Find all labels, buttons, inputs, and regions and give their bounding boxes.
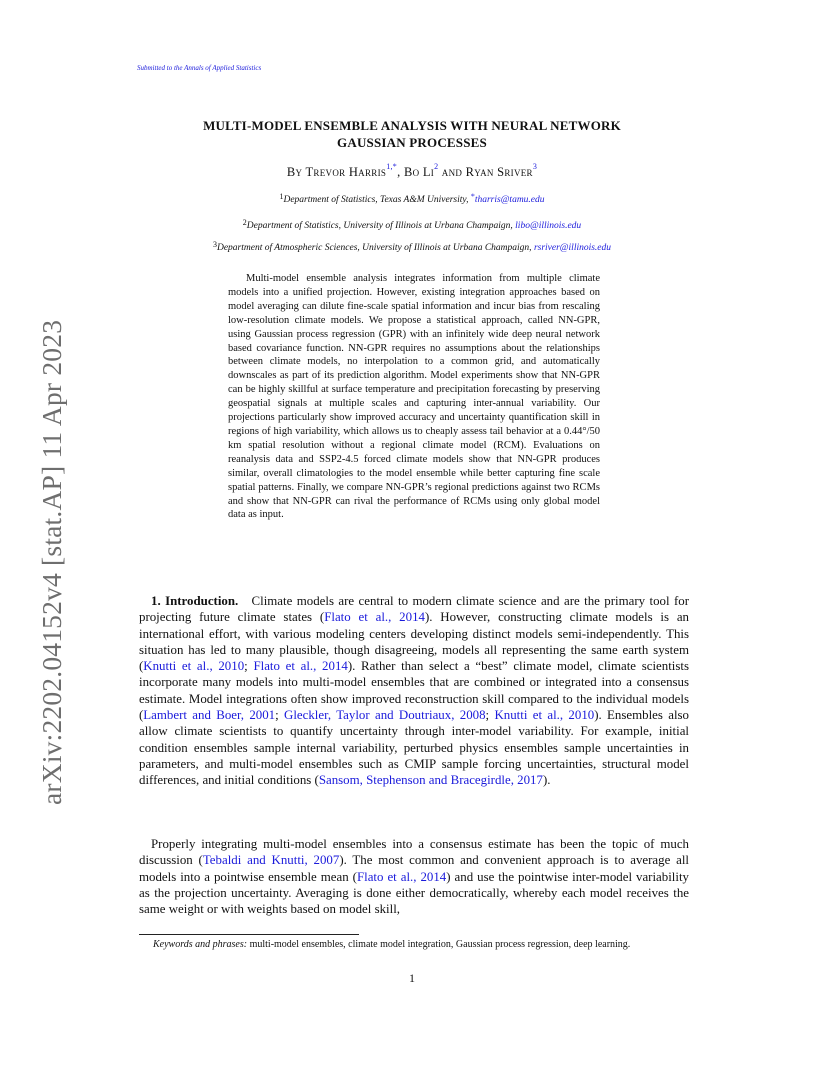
affiliation-2: [137, 218, 687, 231]
email-link[interactable]: libo@illinois.edu: [515, 221, 582, 231]
body-text: ). The most common and convenient approach is to average all models into a pointwise ensemble mean (: [139, 853, 690, 884]
by-label: By: [286, 165, 306, 179]
author-separator: ,: [397, 165, 404, 179]
affiliation-marker[interactable]: 3: [532, 162, 538, 171]
citation-link[interactable]: Flato et al., 2014: [356, 869, 447, 884]
title-line-1: MULTI-MODEL ENSEMBLE ANALYSIS WITH NEURAL NETWORK: [203, 118, 621, 133]
abstract: Multi-model ensemble analysis integrates information from multiple climate models into a unified projection. However, existing integration approaches based on model averaging can dilute fine-scale spatial information and incur bias from rescaling low-resolution climate models. We propose a statistical approach, called NN-GPR, using Gaussian process regression (GPR) with an infinitely wide deep neural network based covariance function. NN-GPR requires no assumptions about the relationships between climate models, no interpolation to a common grid, and automatically downscales as part of its prediction algorithm. Model experiments show that NN-GPR can be highly skillful at surface temperature and precipitation forecasting by preserving geospatial signals at multiple scales and capturing inter-annual variability. Our projections particularly show improved accuracy and uncertainty quantification skill in regions of high variability, which allows us to cheaply assess tail behavior at a 0.44°/50 km spatial resolution without a regional climate model (RCM). Evaluations on reanalysis data and SSP2-4.5 forced climate models show that NN-GPR produces similar, overall climatologies to the model ensemble while better capturing fine scale spatial patterns. Finally, we compare NN-GPR’s regional predictions against two RCMs and show that NN-GPR can rival the performance of RCMs using only global model data as input.: [228, 273, 600, 521]
intro-paragraph-1: [139, 593, 689, 789]
affiliation-1: [137, 192, 687, 205]
intro-paragraph-2: [139, 836, 689, 917]
citation-link[interactable]: Flato et al., 2014: [253, 659, 348, 674]
citation-link[interactable]: Lambert and Boer, 2001: [143, 708, 276, 723]
title-line-2: GAUSSIAN PROCESSES: [337, 135, 487, 150]
paper-title: [137, 117, 687, 151]
keywords-label: Keywords and phrases:: [153, 939, 248, 950]
body-text: ). Ensembles also allow climate scientists to quantify uncertainty through inter-model variability. For example, initial condition ensembles sample internal variability, perturbed physics ensembles sample uncertainties in parameters, and multi-model ensembles such as CMIP sample forcing uncertainties, structural model differences, and initial conditions (: [139, 708, 690, 788]
author-name: Bo Li: [403, 165, 435, 179]
section-heading: 1. Introduction.: [151, 594, 239, 608]
body-text: ). However, constructing climate models is an international effort, with various modeling centers developing distinct models semi-independently. This situation has led to many plausible, though disagreeing, models all representing the same earth system (: [139, 610, 689, 674]
affiliation-number: 1: [279, 192, 284, 201]
submitted-journal-link[interactable]: Submitted to the Annals of Applied Statistics: [137, 64, 262, 72]
body-text: ;: [485, 708, 495, 723]
corresponding-marker: *: [470, 192, 475, 201]
keywords-footnote: [139, 938, 689, 951]
author-name: Ryan Sriver: [465, 165, 533, 179]
email-link[interactable]: rsriver@illinois.edu: [533, 243, 612, 253]
keywords-text: multi-model ensembles, climate model integration, Gaussian process regression, deep learning.: [247, 939, 631, 950]
author-separator: and: [438, 165, 466, 179]
body-text: Properly integrating multi-model ensembles into a consensus estimate has been the topic of much discussion (: [139, 837, 689, 868]
affiliation-number: 2: [242, 218, 247, 227]
affiliation-text: Department of Statistics, Texas A&M University,: [283, 195, 471, 205]
citation-link[interactable]: Gleckler, Taylor and Doutriaux, 2008: [284, 708, 486, 723]
affiliation-text: Department of Statistics, University of Illinois at Urbana Champaign,: [246, 221, 516, 231]
body-text: ;: [275, 708, 285, 723]
affiliation-text: Department of Atmospheric Sciences, University of Illinois at Urbana Champaign,: [216, 243, 534, 253]
citation-link[interactable]: Sansom, Stephenson and Bracegirdle, 2017: [318, 773, 543, 788]
author-list: [137, 162, 687, 180]
affiliation-marker[interactable]: 1,*: [386, 162, 398, 171]
citation-link[interactable]: Flato et al., 2014: [324, 610, 425, 625]
affiliation-3: [137, 240, 687, 253]
body-text: ). Rather than select a “best” climate model, climate scientists incorporate many models into multi-model ensembles that are combined or integrated into a consensus estimate. Model integrations often show improved reconstruction skill compared to the individual models (: [139, 659, 689, 723]
footnote-rule: [139, 934, 359, 935]
citation-link[interactable]: Knutti et al., 2010: [494, 708, 595, 723]
affiliation-marker[interactable]: 2: [434, 162, 439, 171]
email-link[interactable]: tharris@tamu.edu: [474, 195, 545, 205]
body-text: Climate models are central to modern climate science and are the primary tool for projecting future climate states (: [139, 594, 689, 625]
author-name: Trevor Harris: [305, 165, 387, 179]
body-text: ).: [542, 773, 551, 788]
body-text: ) and use the pointwise inter-model variability as the projection uncertainty. Averaging is done either democratically, whereby each model receives the same weight or with weights based on model skill,: [139, 869, 689, 917]
affiliation-number: 3: [212, 240, 217, 249]
arxiv-identifier: arXiv:2202.04152v4 [stat.AP] 11 Apr 2023: [36, 319, 67, 805]
citation-link[interactable]: Knutti et al., 2010: [143, 659, 245, 674]
body-text: ;: [244, 659, 254, 674]
page-number: 1: [409, 971, 415, 985]
citation-link[interactable]: Tebaldi and Knutti, 2007: [202, 853, 340, 868]
